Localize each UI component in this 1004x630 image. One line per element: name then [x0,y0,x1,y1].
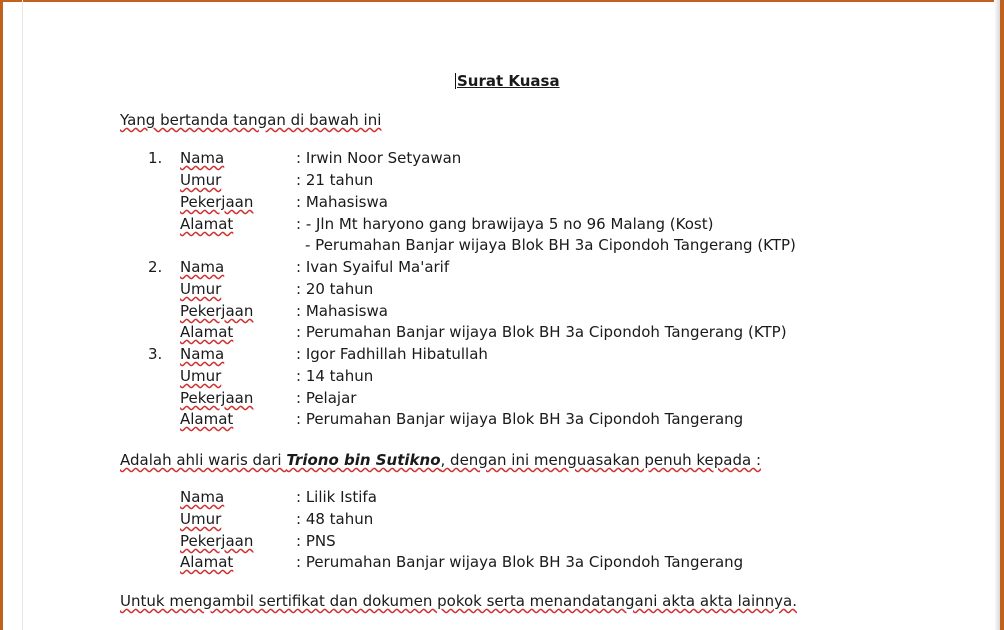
text-cursor [455,73,456,89]
person-1-name-label: Nama [180,149,225,167]
recipient-age-label: Umur [180,510,222,528]
recipient-name-value: : Lilik Istifa [296,488,377,506]
person-3-name-label: Nama [180,345,225,363]
recipient-job-label: Pekerjaan [180,532,254,550]
frame-right-border [1000,0,1004,630]
recipient-age-value: : 48 tahun [296,510,374,528]
person-2-name-label: Nama [180,258,225,276]
page-shadow [994,0,1000,630]
recipient-address-label: Alamat [180,553,234,571]
heir-statement [120,451,761,469]
person-2-job-value: : Mahasiswa [296,302,388,320]
person-2-name-value: : Ivan Syaiful Ma'arif [296,258,450,276]
person-3-number: 3. [148,345,163,363]
recipient-address-value: : Perumahan Banjar wijaya Blok BH 3a Cipondoh Tangerang [296,553,744,571]
document-title-text: Surat Kuasa [457,72,560,90]
person-1-name-value: : Irwin Noor Setyawan [296,149,462,167]
person-1-address-label: Alamat [180,215,234,233]
recipient-name-label: Nama [180,488,225,506]
person-2-address-label: Alamat [180,323,234,341]
person-1-number: 1. [148,149,163,167]
person-1-job-label: Pekerjaan [180,193,254,211]
heir-statement-name: Triono bin Sutikno [286,451,441,469]
person-3-address-label: Alamat [180,410,234,428]
frame-top-border [0,0,1004,2]
person-3-name-value: : Igor Fadhillah Hibatullah [296,345,488,363]
person-1-address-value: : - Jln Mt haryono gang brawijaya 5 no 96 Malang (Kost) [296,215,714,233]
person-3-job-label: Pekerjaan [180,389,254,407]
heir-statement-before: Adalah ahli waris dari [120,451,287,469]
person-2-age-label: Umur [180,280,222,298]
person-3-age-label: Umur [180,367,222,385]
person-2-age-value: : 20 tahun [296,280,374,298]
person-3-age-value: : 14 tahun [296,367,374,385]
person-2-job-label: Pekerjaan [180,302,254,320]
person-3-job-value: : Pelajar [296,389,357,407]
person-1-age-value: : 21 tahun [296,171,374,189]
intro-text: Yang bertanda tangan di bawah ini [120,111,382,129]
person-3-address-value: : Perumahan Banjar wijaya Blok BH 3a Cipondoh Tangerang [296,410,744,428]
person-2-address-value: : Perumahan Banjar wijaya Blok BH 3a Cipondoh Tangerang (KTP) [296,323,787,341]
person-1-address-extra: - Perumahan Banjar wijaya Blok BH 3a Cipondoh Tangerang (KTP) [305,236,796,254]
person-1-age-label: Umur [180,171,222,189]
heir-statement-after: , dengan ini menguasakan penuh kepada : [440,451,762,469]
recipient-job-value: : PNS [296,532,336,550]
page-margin-line [22,0,23,630]
person-2-number: 2. [148,258,163,276]
purpose-text: Untuk mengambil sertifikat dan dokumen pokok serta menandatangani akta akta lainnya. [120,592,797,610]
person-1-job-value: : Mahasiswa [296,193,388,211]
document-title [455,72,560,90]
frame-left-border [0,0,3,630]
